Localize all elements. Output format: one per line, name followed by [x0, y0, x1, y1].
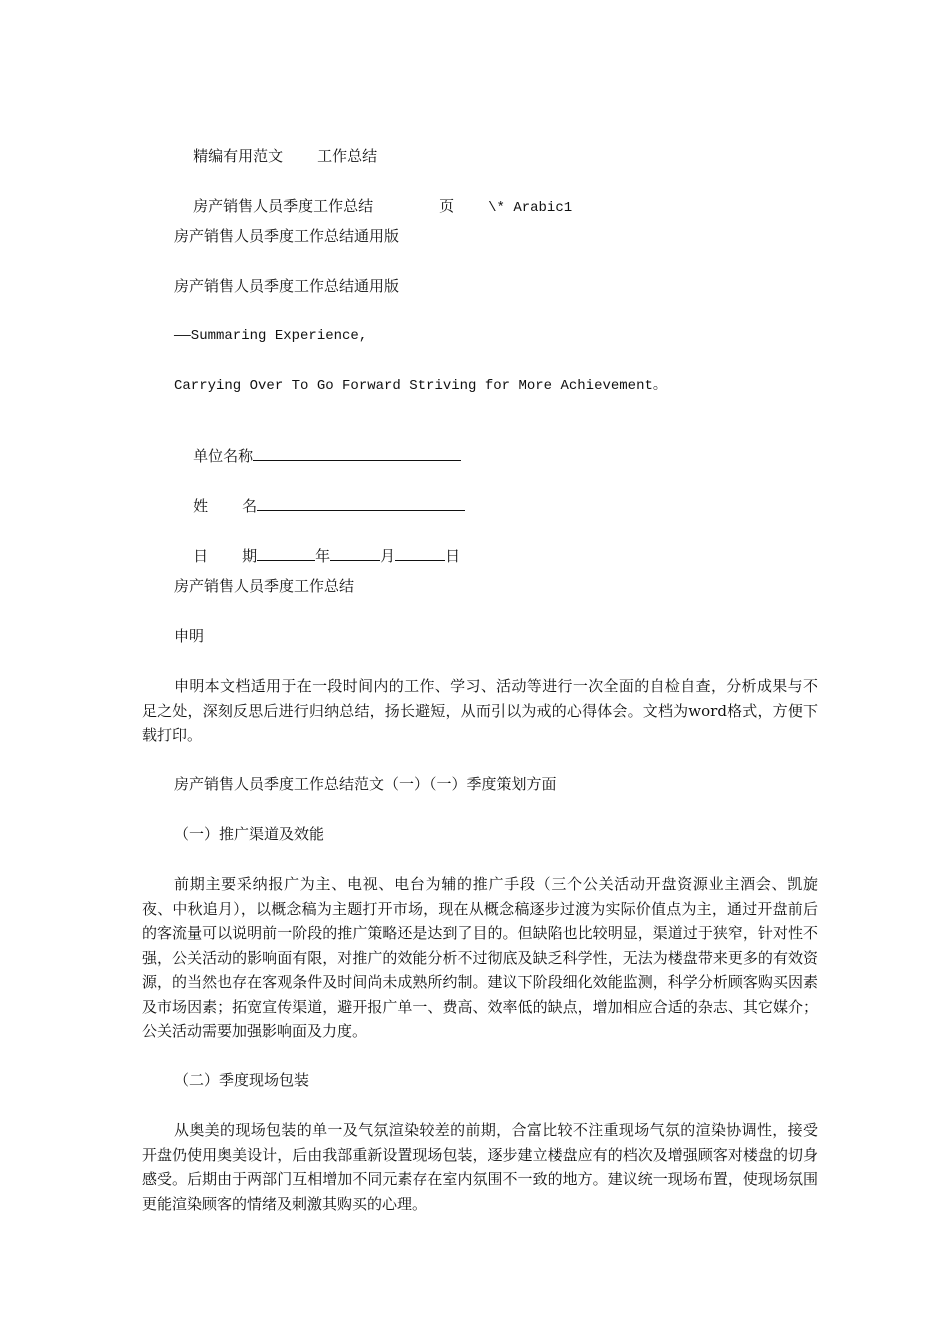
doc-title: 房产销售人员季度工作总结 — [174, 577, 355, 595]
subtitle-line-1: ——Summaring Experience, — [174, 328, 368, 344]
page-label: 页 — [439, 197, 455, 215]
name-label-second: 名 — [242, 497, 258, 515]
subsection-2-paragraph: 从奥美的现场包装的单一及气氛渲染较差的前期，合富比较不注重现场气氛的渲染协调性，接受开盘仍使用奥美设计，后由我部重新设置现场包装，逐步建立楼盘应有的档次及增强顾客对楼盘的切身感受。后期由于两部门互相增加不同元素存在室内氛围不一致的地方。建议统一现场布置，使现场氛围更能渲染顾客的情绪及刺激其购买的心理。 — [142, 1121, 818, 1213]
title-repeat: 房产销售人员季度工作总结通用版 — [174, 277, 400, 295]
header-left: 精编有用范文 — [193, 147, 284, 165]
subsection-1-heading: （一）推广渠道及效能 — [174, 825, 325, 843]
unit-name-label: 单位名称 — [193, 447, 254, 465]
running-header-title: 房产销售人员季度工作总结 — [193, 197, 374, 215]
subsection-1-paragraph: 前期主要采纳报广为主、电视、电台为辅的推广手段（三个公关活动开盘资源业主酒会、凯旋夜、中秋追月），以概念稿为主题打开市场，现在从概念稿逐步过渡为实际价值点为主，通过开盘前后的客流量可以说明前一阶段的推广策略还是达到了目的。但缺陷也比较明显，渠道过于狭窄，针对性不强，公关活动的影响面有限，对推广的效能分析不过彻底及缺乏科学性，无法为楼盘带来更多的有效资源，的当然也存在客观条件及时间尚未成熟所约制。建议下阶段细化效能监测，科学分析顾客购买因素及市场因素；拓宽宣传渠道，避开报广单一、费高、效率低的缺点，增加相应合适的杂志、其它媒介；公关活动需要加强影响面及力度。 — [142, 875, 818, 1040]
day-label: 日 — [445, 547, 461, 565]
name-label-first: 姓 — [193, 497, 209, 515]
name-blank — [257, 496, 465, 511]
subtitle-line-2: Carrying Over To Go Forward Striving for More Achievement。 — [174, 378, 667, 394]
field-code: \* Arabic1 — [488, 200, 573, 216]
year-label: 年 — [315, 547, 331, 565]
date-label-first: 日 — [193, 547, 209, 565]
unit-name-blank — [253, 446, 461, 461]
month-blank — [330, 546, 380, 561]
day-blank — [395, 546, 445, 561]
title-main: 房产销售人员季度工作总结通用版 — [174, 227, 400, 245]
month-label: 月 — [380, 547, 396, 565]
year-blank — [257, 546, 315, 561]
header-right: 工作总结 — [317, 147, 378, 165]
declaration-heading: 申明 — [174, 627, 205, 645]
declaration-paragraph: 申明本文档适用于在一段时间内的工作、学习、活动等进行一次全面的自检自查，分析成果与不足之处，深刻反思后进行归纳总结，扬长避短，从而引以为戒的心得体会。文档为word格式，方便下载打印。 — [142, 677, 818, 744]
date-label-second: 期 — [242, 547, 258, 565]
subsection-2-heading: （二）季度现场包装 — [174, 1071, 310, 1089]
section-heading: 房产销售人员季度工作总结范文（一）（一）季度策划方面 — [174, 775, 557, 793]
